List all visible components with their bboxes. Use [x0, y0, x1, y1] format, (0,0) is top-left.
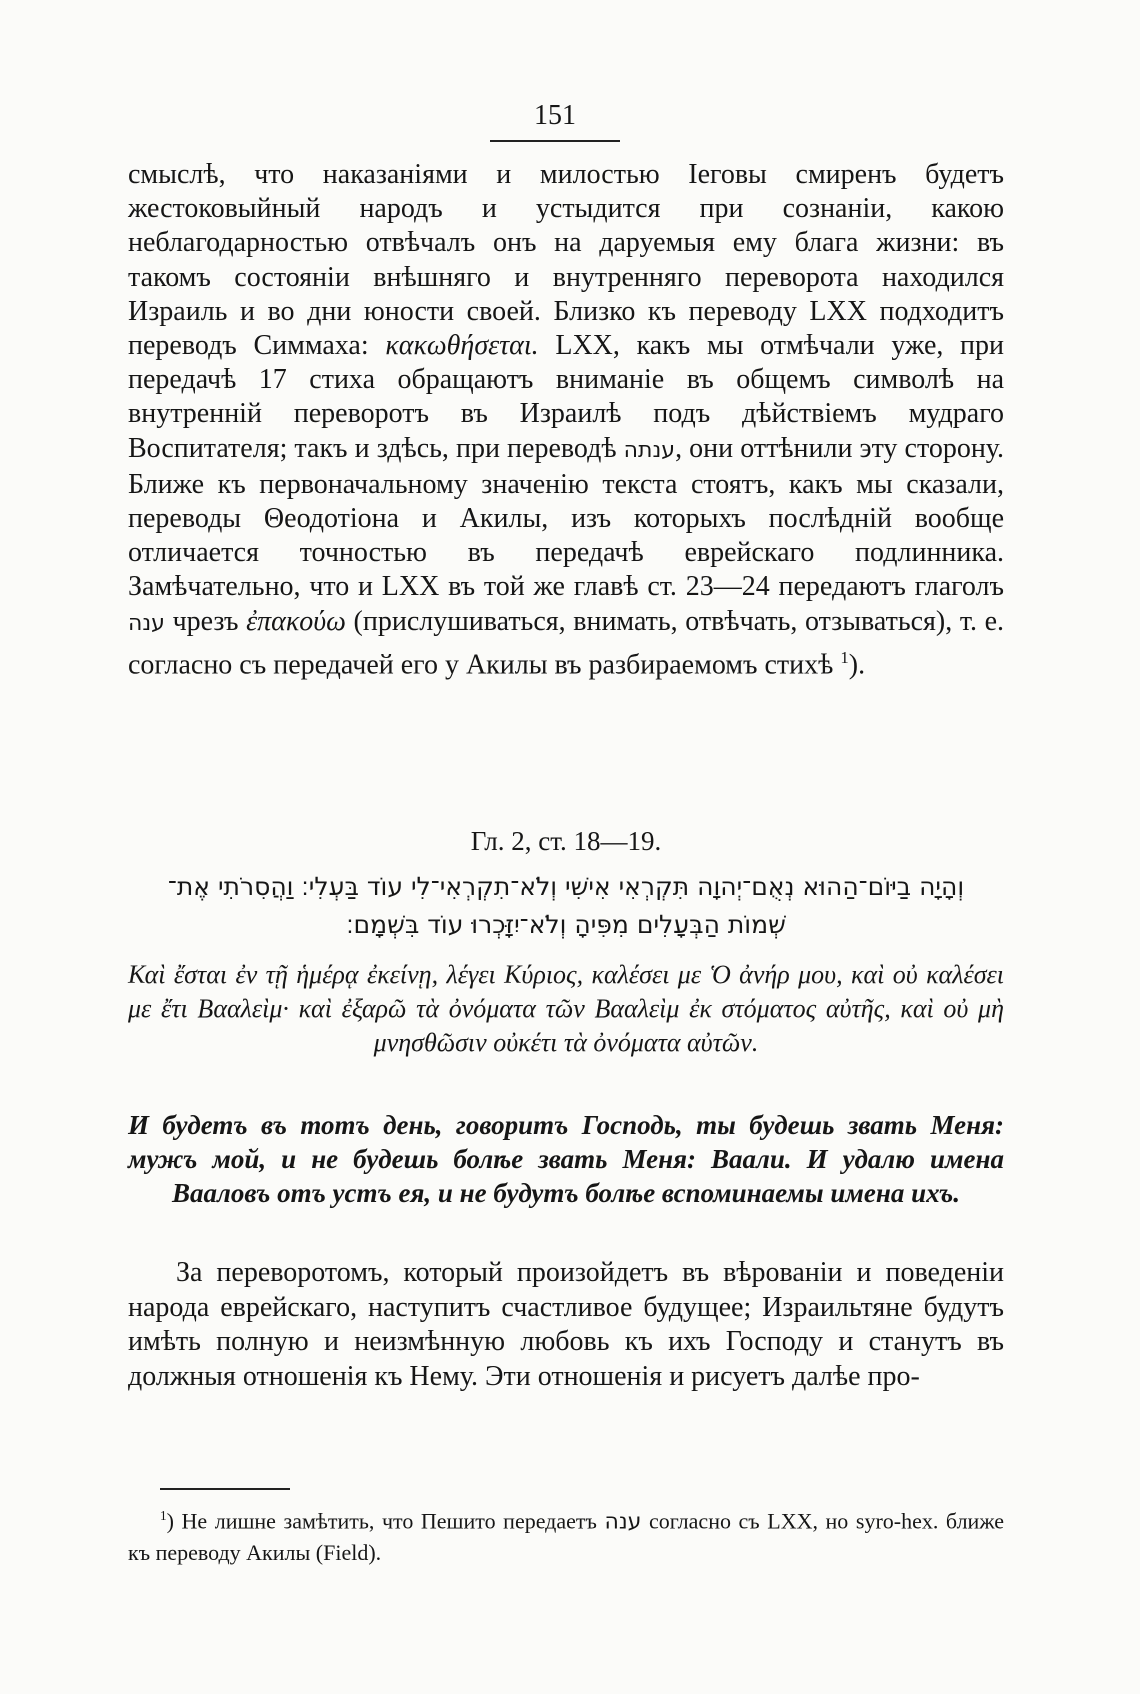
hebrew-verse-line-2: שְׁמוֹת הַבְּעָלִים מִפִּיהָ וְלֹא־יִזָּכְרוּ עוֹד בִּשְׁמָם׃ — [346, 910, 786, 939]
hebrew-word-ana: ענה — [128, 610, 165, 636]
hebrew-verse — [128, 868, 1004, 944]
greek-word-epakouo: ἐπακούω — [246, 605, 346, 637]
paragraph-1 — [128, 158, 1004, 682]
footnote-part-2: согласно съ LXX, но syro-hex. ближе къ переводу Акилы (Field). — [128, 1508, 1005, 1566]
footnote-part-1: ) Не лишне замѣтить, что Пешито передаетъ — [166, 1508, 597, 1534]
page-number: 151 — [534, 100, 576, 131]
verse-heading: Гл. 2, ст. 18—19. — [470, 826, 662, 856]
paragraph-1-part-2: LXX, какъ мы отмѣчали уже, при передачѣ 17 стиха обращаютъ вниманіе въ общемъ символѣ на внутренній переворотъ въ Израилѣ подъ дѣйствіемъ мудраго Воспитателя; такъ и здѣсь, при переводѣ — [128, 330, 1005, 464]
hebrew-verse-line-1: וְהָיָה בַיּוֹם־הַהוּא נְאֻם־יְהוָה תִּקְרְאִי אִישִׁי וְלֹא־תִקְרְאִי־לִי עוֹד בַּעְלִי׃ וַהֲסִרֹתִי אֶת־ — [167, 872, 965, 901]
footnote-marker: 1 — [160, 1508, 167, 1523]
page-number-rule — [490, 140, 620, 142]
greek-word-symmachus: κακωθήσεται. — [385, 330, 539, 362]
paragraph-1-part-1: смыслѣ, что наказаніями и милостью Іеговы смиренъ будетъ жестоковыйный народъ и устыдится при сознаніи, какою неблагодарностью отвѣчалъ онъ на даруемыя ему блага жизни: въ такомъ состояніи внѣшняго и внутренняго переворота находился Израиль и во дни юности своей. Близко къ переводу LXX подходитъ переводъ Симмаха: — [128, 159, 1004, 362]
footnote-reference: 1 — [840, 647, 849, 667]
footnote — [128, 1500, 1004, 1568]
paragraph-1-part-6: ). — [848, 649, 866, 681]
paragraph-1-part-4: чрезъ — [172, 605, 239, 637]
footnote-rule — [160, 1488, 290, 1490]
paragraph-2: За переворотомъ, который произойдетъ въ вѣрованіи и поведеніи народа еврейскаго, наступитъ счастливое будущее; Израильтяне будутъ имѣть полную и неизмѣнную любовь къ ихъ Господу и станутъ въ должныя отношенія къ Нему. Эти отношенія и рисуетъ далѣе про- — [128, 1257, 1004, 1392]
hebrew-word-anta: ענתה — [623, 437, 676, 463]
paragraph-1-part-5: (прислушиваться, внимать, отвѣчать, отзываться), т. е. согласно съ передачей его у Акилы въ разбираемомъ стихѣ — [128, 605, 1005, 681]
footnote-hebrew-word: ענה — [604, 1509, 642, 1535]
greek-verse: Καὶ ἔσται ἐν τῇ ἡμέρᾳ ἐκείνῃ, λέγει Κύριος, καλέσει με Ὁ ἀνήρ μου, καὶ οὐ καλέσει με ἔτι Βααλεὶμ· καὶ ἐξαρῶ τὰ ὀνόματα τῶν Βααλεὶμ ἐκ στόματος αὐτῆς, καὶ οὐ μὴ μνησθῶσιν οὐκέτι τὰ ὀνόματα αὐτῶν. — [128, 960, 1004, 1057]
paragraph-1-part-3: , они оттѣнили эту сторону. Ближе къ первоначальному значенію текста стоятъ, какъ мы сказали, переводы Θеодотіона и Акилы, изъ которыхъ послѣдній вообще отличается точностью въ передачѣ еврейскаго подлинника. Замѣчательно, что и LXX въ той же главѣ ст. 23—24 передаютъ глаголъ — [128, 432, 1005, 603]
russian-verse-translation: И будетъ въ тотъ день, говоритъ Господь, ты будешь звать Меня: мужъ мой, и не будешь болѣе звать Меня: Ваали. И удалю имена Вааловъ отъ устъ ея, и не будутъ болѣе вспоминаемы имена ихъ. — [128, 1110, 1004, 1208]
